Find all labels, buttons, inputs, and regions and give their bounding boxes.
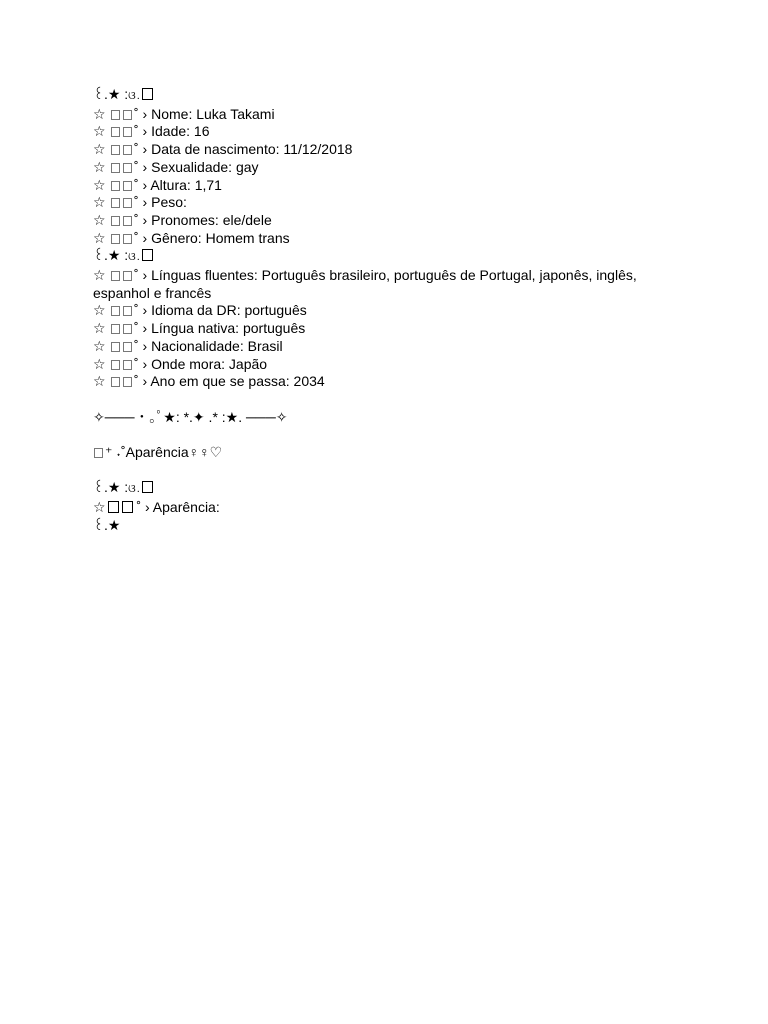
box-icon [111,306,120,316]
star-outline-icon: ☆ [93,267,106,284]
spacer [93,391,693,409]
field-label: Nome: Luka Takami [151,105,275,122]
bullet-mid: ˚ › [134,355,148,372]
section-header-2 [93,247,693,267]
box-icon [111,216,120,226]
box-icon [111,145,120,155]
field-label: Língua nativa: português [151,320,306,337]
profile-field-line [93,212,693,230]
box-icon [123,342,132,352]
header-3-prefix: ꒰.★ : [93,479,129,496]
field-label: Altura: 1,71 [150,176,222,193]
box-icon [123,198,132,208]
profile-field-line [93,159,693,177]
box-icon [111,181,120,191]
star-outline-icon: ☆ [93,141,106,158]
profile-field-line [93,320,693,338]
box-icon [123,324,132,334]
profile-field-line [93,356,693,374]
appearance-title: ⁺ ˖˚Aparência♀♀♡ [105,444,223,461]
field-label: Data de nascimento: 11/12/2018 [151,141,353,158]
box-icon [111,324,120,334]
star-outline-icon: ☆ [93,194,106,211]
star-outline-icon: ☆ [93,337,106,354]
header-3-suffix: ଓ. [128,483,141,496]
box-icon [142,481,153,493]
header-2-suffix: ଓ. [128,251,141,264]
box-icon [142,249,153,261]
profile-field-line [93,230,693,248]
section-header-3 [93,479,693,499]
box-icon [111,110,120,120]
field-label: Idade: 16 [151,123,210,140]
bullet-mid: ˚ › [134,229,148,246]
bullet-mid: ˚ › [134,337,148,354]
bullet-mid: ˚ › [136,499,150,516]
box-icon [123,181,132,191]
section-header-1 [93,86,693,106]
star-outline-icon: ☆ [93,229,106,246]
profile-field-line [93,302,693,320]
box-icon [123,306,132,316]
profile-fields-1 [93,106,693,248]
box-icon [142,88,153,100]
box-icon [122,501,133,513]
box-icon [123,110,132,120]
bullet-mid: ˚ › [134,211,148,228]
field-label: Línguas fluentes: Português brasileiro, português de Portugal, japonês, inglês, espanhol e francês [93,267,637,301]
star-outline-icon: ☆ [93,373,106,390]
header-1-prefix: ꒰.★ : [93,86,129,102]
box-icon [123,163,132,173]
box-icon [94,448,103,458]
appearance-field-line [93,499,693,517]
bullet-mid: ˚ › [134,320,148,337]
box-icon [111,163,120,173]
star-outline-icon: ☆ [93,158,106,175]
star-outline-icon: ☆ [93,123,106,140]
bullet-mid: ˚ › [134,105,148,122]
field-label: Gênero: Homem trans [151,229,290,246]
field-label: Peso: [151,194,187,211]
box-icon [108,501,119,513]
appearance-field-label: Aparência: [152,499,220,516]
bullet-mid: ˚ › [134,141,148,158]
star-outline-icon: ☆ [93,499,106,516]
appearance-title-line [93,444,693,462]
profile-field-line [93,338,693,356]
box-icon [123,271,132,281]
field-label: Pronomes: ele/dele [151,211,272,228]
closing-glyph: ꒰.★ [93,516,121,533]
profile-field-line [93,267,693,302]
box-icon [123,145,132,155]
document-page [93,86,693,535]
box-icon [111,271,120,281]
bullet-mid: ˚ › [134,267,148,284]
star-outline-icon: ☆ [93,105,106,122]
box-icon [111,377,120,387]
header-2-prefix: ꒰.★ : [93,247,129,264]
bullet-mid: ˚ › [134,176,148,193]
box-icon [123,377,132,387]
field-label: Idioma da DR: português [151,302,307,319]
profile-field-line [93,123,693,141]
box-icon [123,127,132,137]
star-outline-icon: ☆ [93,302,106,319]
field-label: Nacionalidade: Brasil [151,337,283,354]
bullet-mid: ˚ › [134,302,148,319]
box-icon [111,234,120,244]
bullet-mid: ˚ › [134,194,148,211]
box-icon [123,216,132,226]
profile-field-line [93,141,693,159]
bullet-mid: ˚ › [134,373,148,390]
profile-field-line [93,373,693,391]
box-icon [111,360,120,370]
header-1-suffix: ଓ. [128,90,141,102]
field-label: Sexualidade: gay [151,158,259,175]
profile-field-line [93,106,693,124]
box-icon [111,127,120,137]
bullet-mid: ˚ › [134,123,148,140]
field-label: Onde mora: Japão [151,355,268,372]
box-icon [111,342,120,352]
spacer [93,426,693,444]
box-icon [123,360,132,370]
bullet-mid: ˚ › [134,158,148,175]
profile-fields-2 [93,267,693,391]
field-label: Ano em que se passa: 2034 [150,373,325,390]
spacer [93,462,693,480]
star-outline-icon: ☆ [93,176,106,193]
star-outline-icon: ☆ [93,320,106,337]
profile-field-line [93,177,693,195]
star-outline-icon: ☆ [93,355,106,372]
decorative-divider: ✧─── ･ ｡ﾟ★: *.✦ .* :★. ───✧ [93,408,288,425]
profile-field-line [93,194,693,212]
box-icon [123,234,132,244]
star-outline-icon: ☆ [93,211,106,228]
box-icon [111,198,120,208]
